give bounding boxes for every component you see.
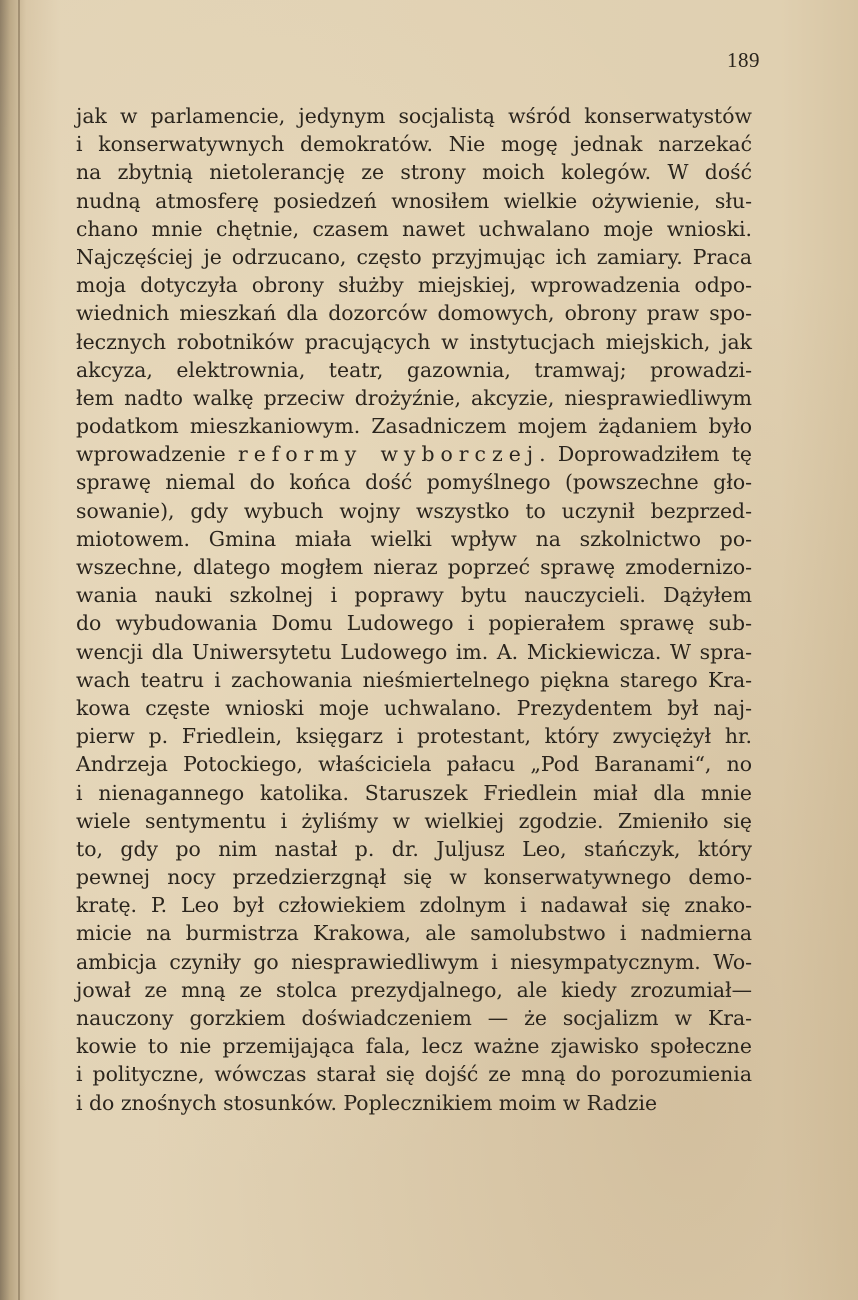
text-line: chano mnie chętnie, czasem nawet uchwalano moje wnioski. — [76, 216, 752, 241]
page-number: 189 — [727, 48, 760, 72]
text-line: pierw p. Friedlein, księgarz i protestant, który zwyciężył hr. — [76, 724, 752, 749]
text-line: sowanie), gdy wybuch wojny wszystko to uczynił bezprzed- — [76, 498, 752, 523]
text-line: i do znośnych stosunków. Poplecznikiem moim w Radzie — [76, 1090, 658, 1115]
text-line: nudną atmosferę posiedzeń wnosiłem wielkie ożywienie, słu- — [76, 188, 752, 213]
text-line: łem nadto walkę przeciw drożyźnie, akcyzie, niesprawiedliwym — [76, 385, 752, 410]
text-line: wania nauki szkolnej i poprawy bytu nauczycieli. Dążyłem — [76, 583, 752, 608]
text-line: podatkom mieszkaniowym. Zasadniczem mojem żądaniem było — [76, 414, 752, 439]
text-line: to, gdy po nim nastał p. dr. Juljusz Leo, stańczyk, który — [76, 836, 752, 861]
text-line: i konserwatywnych demokratów. Nie mogę jednak narzekać — [76, 132, 752, 157]
text-line: akcyza, elektrownia, teatr, gazownia, tramwaj; prowadzi- — [76, 357, 752, 382]
text-line: do wybudowania Domu Ludowego i popierałem sprawę sub- — [76, 611, 752, 636]
text-line: kowa częste wnioski moje uchwalano. Prezydentem był naj- — [76, 695, 752, 720]
text-line: Najczęściej je odrzucano, często przyjmując ich zamiary. Praca — [76, 244, 752, 269]
text-line: ambicja czyniły go niesprawiedliwym i niesympatycznym. Wo- — [76, 949, 752, 974]
text-line: jował ze mną ze stolca prezydjalnego, ale kiedy zrozumiał— — [76, 977, 752, 1002]
text-line: łecznych robotników pracujących w instytucjach miejskich, jak — [76, 329, 752, 354]
text-line: micie na burmistrza Krakowa, ale samolubstwo i nadmierna — [76, 921, 752, 946]
text-line: moja dotyczyła obrony służby miejskiej, wprowadzenia odpo- — [76, 273, 752, 298]
text-line: wiednich mieszkań dla dozorców domowych, obrony praw spo- — [76, 301, 752, 326]
text-line: wprowadzenie reformy wyborczej. Doprowadziłem tę — [76, 442, 752, 467]
text-line: wszechne, dlatego mogłem nieraz poprzeć sprawę zmodernizo- — [76, 555, 752, 579]
text-line: sprawę niemal do końca dość pomyślnego (powszechne gło- — [76, 470, 752, 495]
text-line: kowie to nie przemijająca fala, lecz ważne zjawisko społeczne — [76, 1034, 752, 1059]
text-line: nauczony gorzkiem doświadczeniem — że socjalizm w Kra- — [76, 1006, 752, 1030]
book-gutter — [18, 0, 20, 1300]
text-line: miotowem. Gmina miała wielki wpływ na szkolnictwo po- — [76, 526, 752, 551]
text-line: wencji dla Uniwersytetu Ludowego im. A. Mickiewicza. W spra- — [76, 639, 752, 664]
text-line: jak w parlamencie, jedynym socjalistą wśród konserwatystów — [76, 104, 752, 128]
text-line: kratę. P. Leo był człowiekiem zdolnym i nadawał się znako- — [76, 893, 752, 918]
text-line: na zbytnią nietolerancję ze strony moich kolegów. W dość — [76, 160, 752, 185]
text-line: wiele sentymentu i żyliśmy w wielkiej zgodzie. Zmieniło się — [76, 808, 752, 833]
text-line: wach teatru i zachowania nieśmiertelnego piękna starego Kra- — [76, 667, 752, 692]
spaced-emphasis: reformy wyborczej — [237, 442, 540, 467]
text-line: Andrzeja Potockiego, właściciela pałacu „Pod Baranami“, no — [76, 752, 752, 777]
text-line: pewnej nocy przedzierzgnął się w konserwatywnego demo- — [76, 865, 752, 890]
body-text — [76, 102, 752, 1117]
text-line: i polityczne, wówczas starał się dojść ze mną do porozumienia — [76, 1062, 752, 1087]
text-line: i nienagannego katolika. Staruszek Friedlein miał dla mnie — [76, 780, 752, 805]
